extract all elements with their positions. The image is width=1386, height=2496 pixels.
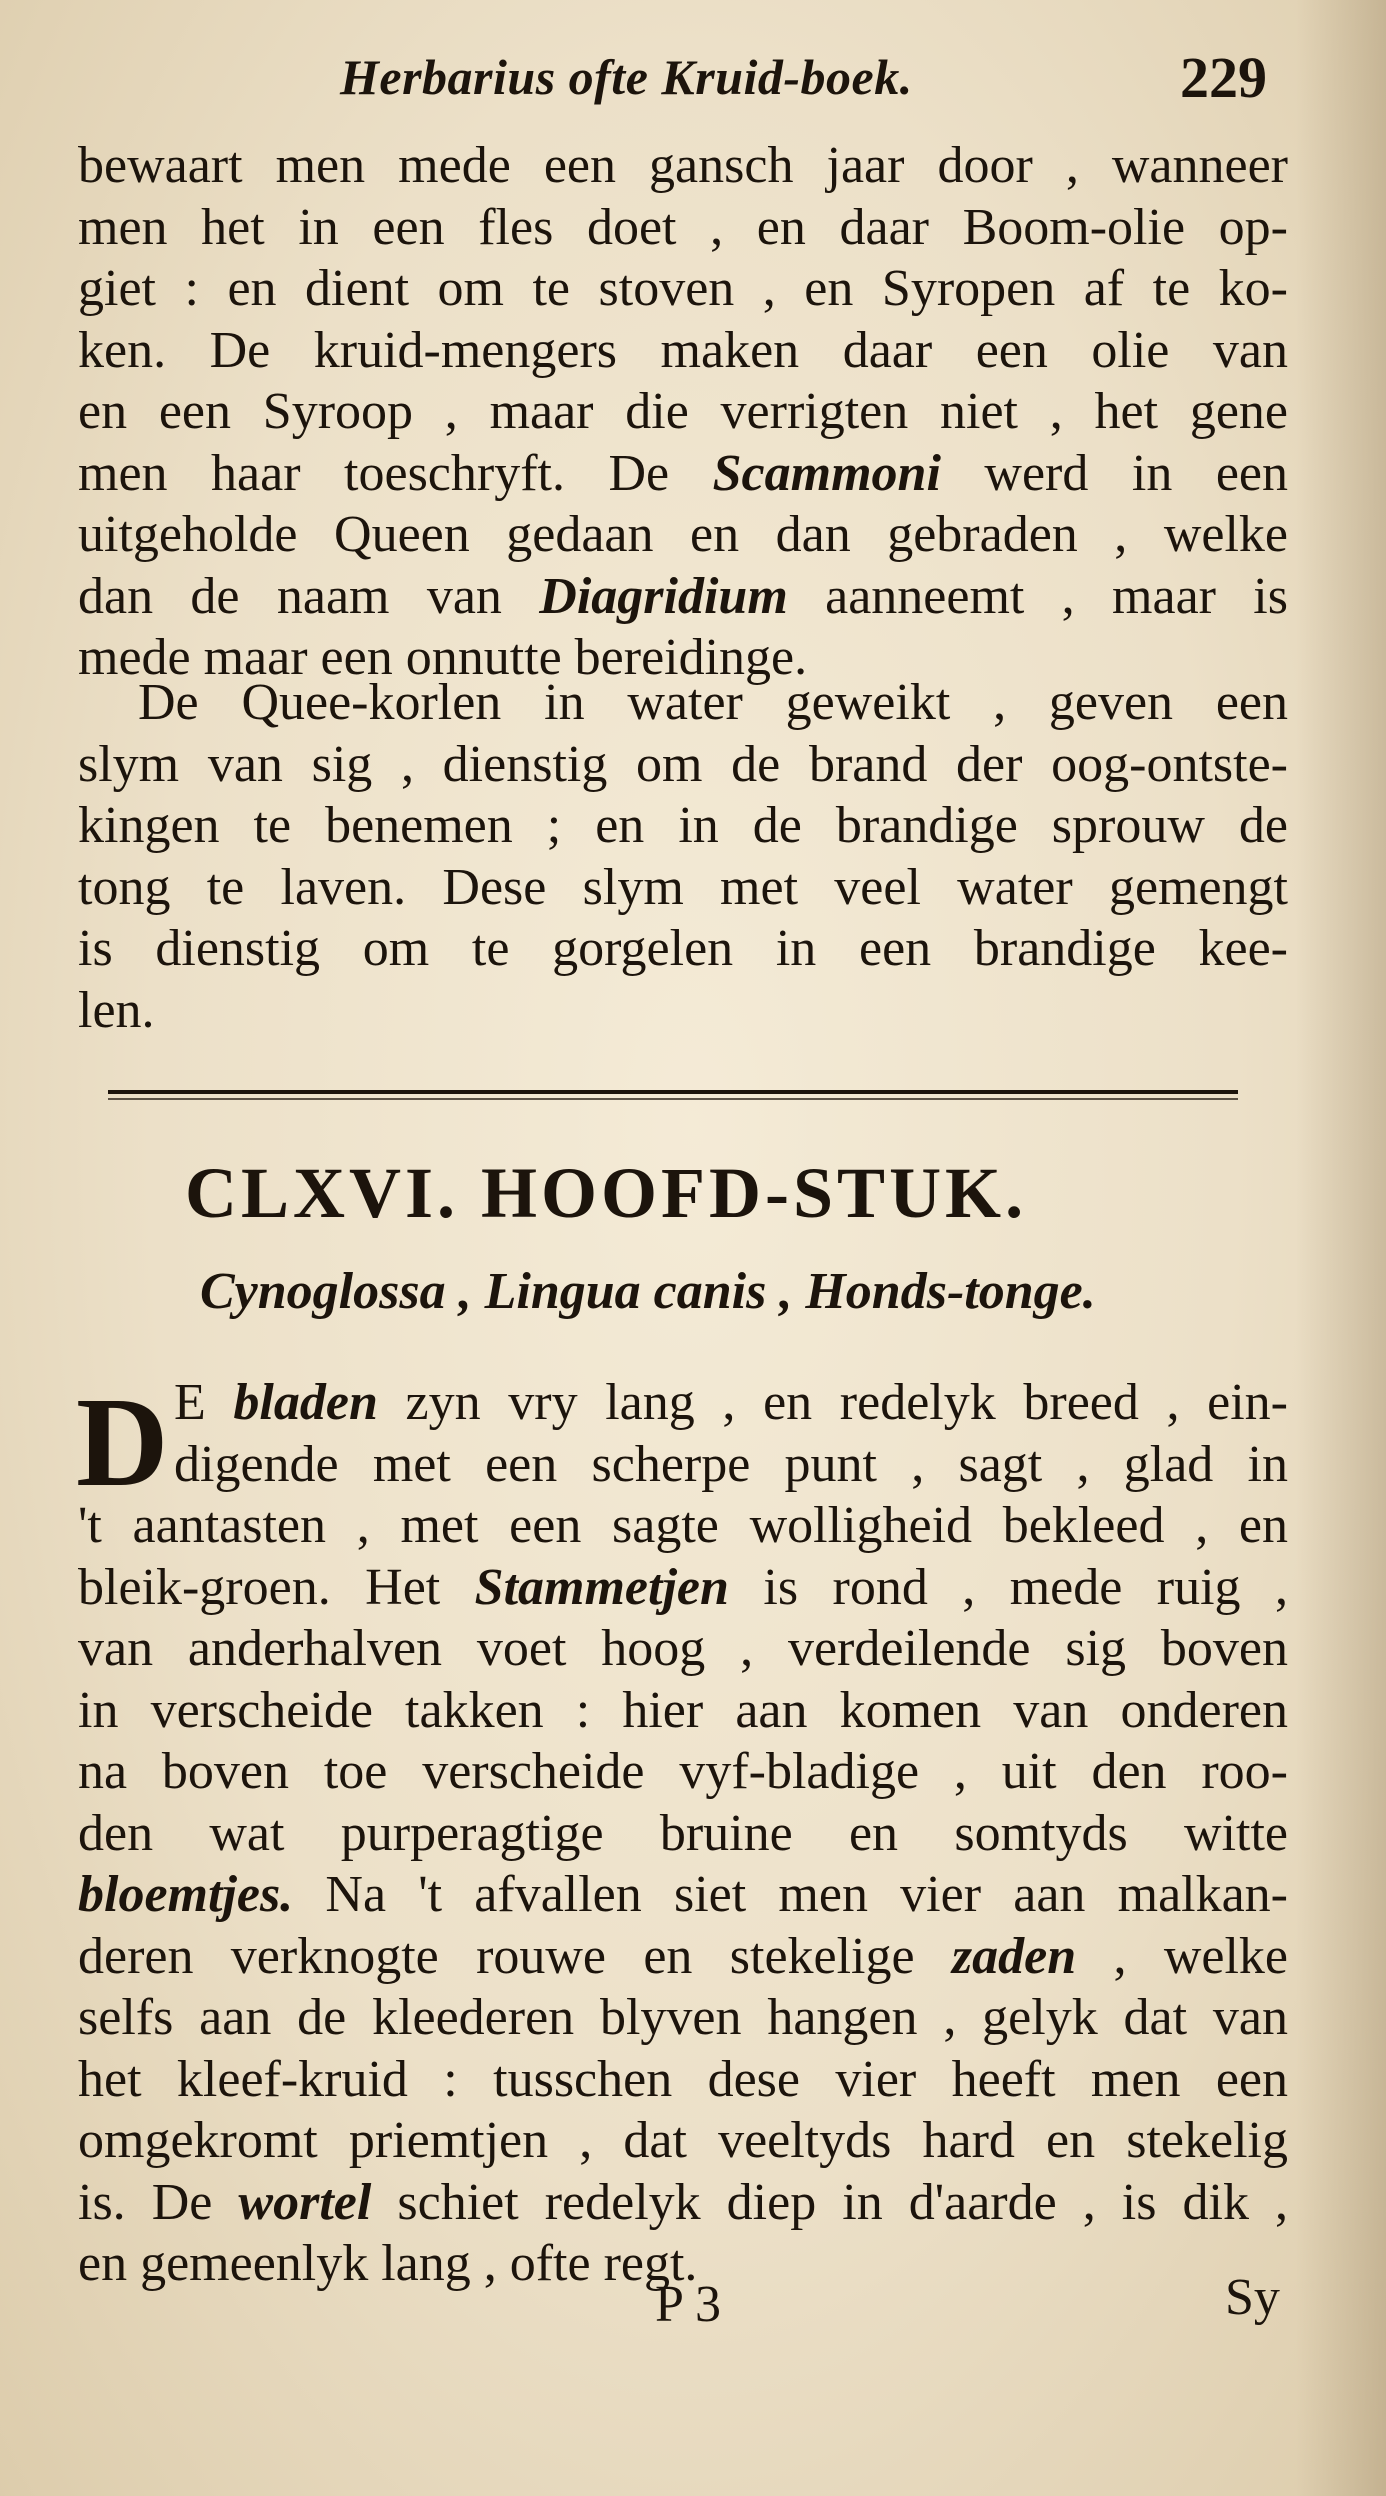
- text-line: het kleef-kruid : tusschen dese vier heeft men een: [78, 2050, 1288, 2108]
- text-line: tong te laven. Dese slym met veel water gemengt: [78, 858, 1288, 916]
- italic-term: wortel: [238, 2173, 372, 2231]
- italic-term: Stammetjen: [474, 1558, 729, 1616]
- drop-cap: D: [76, 1371, 169, 1513]
- italic-term: zaden: [951, 1927, 1077, 1985]
- text-line: en een Syroop , maar die verrigten niet , het gene: [78, 383, 1288, 440]
- text-line: is dienstig om te gorgelen in een brandige kee-: [78, 920, 1288, 977]
- text-line: mede maar een onnutte bereidinge.: [78, 629, 808, 686]
- text-line: dan de naam van Diagridium aanneemt , maar is: [78, 567, 1288, 625]
- text-line: is. De wortel schiet redelyk diep in d'aarde , is dik ,: [78, 2173, 1288, 2231]
- italic-term: bloemtjes.: [78, 1866, 294, 1923]
- italic-term: Diagridium: [539, 567, 788, 625]
- chapter-subtitle: Cynoglossa , Lingua canis , Honds-tonge.: [200, 1263, 1096, 1320]
- text-line: len.: [78, 981, 155, 1039]
- text-line: De Quee-korlen in water geweikt , geven een: [138, 674, 1288, 731]
- text-line: en gemeenlyk lang , ofte regt.: [78, 2235, 698, 2292]
- text-line: bleik-groen. Het Stammetjen is rond , mede ruig ,: [78, 1558, 1288, 1616]
- text-line: na boven toe verscheide vyf-bladige , uit den roo-: [78, 1743, 1288, 1800]
- paragraph-3: [78, 1372, 1288, 2295]
- section-divider-thin: [108, 1098, 1238, 1100]
- signature-mark: P 3: [655, 2276, 721, 2333]
- catchword: Sy: [1225, 2269, 1280, 2326]
- text-line: men het in een fles doet , en daar Boom-olie op-: [78, 198, 1288, 256]
- text-line: E bladen zyn vry lang , en redelyk breed , ein-: [174, 1374, 1289, 1431]
- text-line: in verscheide takken : hier aan komen van onderen: [78, 1681, 1288, 1739]
- text-line: bewaart men mede een gansch jaar door , wanneer: [78, 137, 1288, 194]
- page-number: 229: [1180, 45, 1267, 110]
- text-line: digende met een scherpe punt , sagt , glad in: [174, 1435, 1288, 1493]
- text-line: bloemtjes. Na 't afvallen siet men vier aan malkan-: [78, 1866, 1288, 1923]
- paragraph-1: [78, 135, 1288, 689]
- italic-term: Scammoni: [712, 444, 941, 502]
- text-line: den wat purperagtige bruine en somtyds witte: [78, 1804, 1288, 1862]
- page-gutter-shadow: [1296, 0, 1386, 2496]
- text-line: van anderhalven voet hoog , verdeilende sig boven: [78, 1620, 1288, 1677]
- text-line: ken. De kruid-mengers maken daar een olie van: [78, 321, 1288, 379]
- chapter-title: CLXVI. HOOFD-STUK.: [185, 1153, 1028, 1233]
- text-line: selfs aan de kleederen blyven hangen , gelyk dat van: [78, 1989, 1288, 2046]
- text-line: 't aantasten , met een sagte wolligheid bekleed , en: [78, 1497, 1288, 1554]
- section-divider-thick: [108, 1090, 1238, 1094]
- running-title: Herbarius ofte Kruid-boek.: [340, 49, 913, 105]
- text-line: kingen te benemen ; en in de brandige sprouw de: [78, 797, 1288, 854]
- text-line: omgekromt priemtjen , dat veeltyds hard en stekelig: [78, 2112, 1288, 2169]
- text-line: uitgeholde Queen gedaan en dan gebraden , welke: [78, 506, 1288, 563]
- paragraph-2: [78, 672, 1288, 1041]
- text-line: giet : en dient om te stoven , en Syropen af te ko-: [78, 260, 1288, 317]
- text-line: men haar toeschryft. De Scammoni werd in een: [78, 444, 1288, 502]
- text-line: slym van sig , dienstig om de brand der oog-ontste-: [78, 735, 1288, 793]
- text-line: deren verknogte rouwe en stekelige zaden , welke: [78, 1927, 1288, 1985]
- italic-term: bladen: [233, 1374, 378, 1431]
